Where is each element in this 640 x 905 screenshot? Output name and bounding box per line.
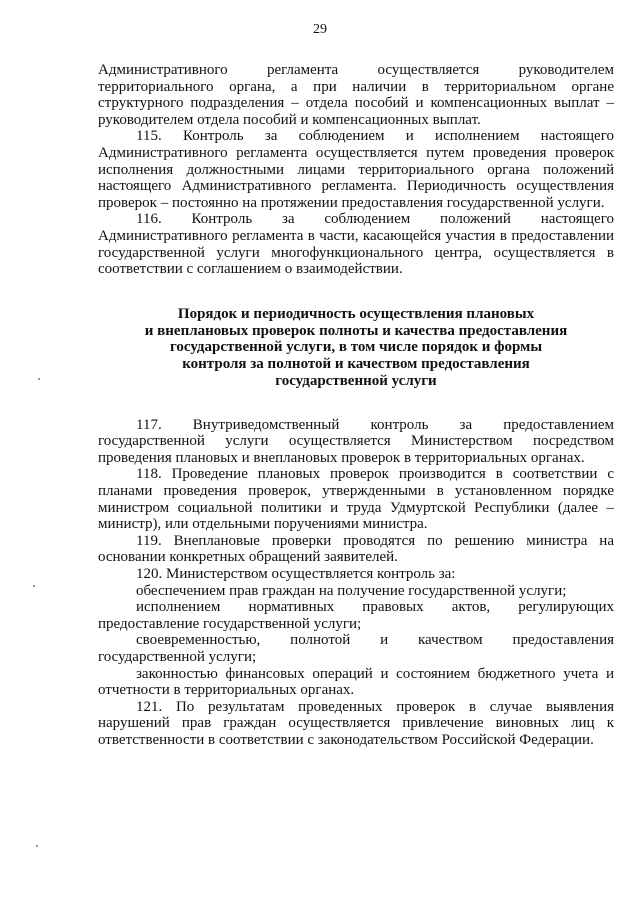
list-item: своевременностью, полнотой и качеством предоставления государственной услуги; — [98, 632, 614, 666]
heading-line: и внеплановых проверок полноты и качества предоставления — [144, 322, 568, 339]
list-item: исполнением нормативных правовых актов, регулирующих предоставление государственной услуги; — [98, 599, 614, 632]
paragraph-118: 118. Проведение плановых проверок производится в соответствии с планами проведения проверок, утвержденными в установленном порядке министром социальной политики и труда Удмуртской Республики (далее – министр), или отдельными поручениями министра. — [98, 466, 614, 533]
heading-line: Порядок и периодичность осуществления плановых — [177, 305, 535, 322]
paragraph-continuation: Административного регламента осуществляется руководителем территориального органа, а при наличии в территориальном органе структурного подразделения – отдела пособий и компенсационных выплат – руководителем отдела пособий и компенсационных выплат. — [98, 62, 614, 128]
heading-line: контроля за полнотой и качеством предоставления — [182, 356, 530, 373]
paragraph-119: 119. Внеплановые проверки проводятся по решению министра на основании конкретных обращений заявителей. — [98, 532, 614, 566]
document-body — [98, 62, 614, 749]
list-item: обеспечением прав граждан на получение государственной услуги; — [136, 582, 567, 599]
heading-line: государственной услуги — [275, 372, 437, 389]
page-number: 29 — [313, 22, 327, 37]
paragraph-117: 117. Внутриведомственный контроль за предоставлением государственной услуги осуществляется Министерством посредством проведения плановых и внеплановых проверок в территориальных органах. — [98, 416, 614, 466]
scan-speck — [38, 378, 40, 380]
section-heading — [98, 306, 614, 390]
scan-speck — [36, 845, 38, 847]
paragraph-115: 115. Контроль за соблюдением и исполнением настоящего Административного регламента осуществляется путем проведения проверок исполнения должностными лицами территориального органа положений настоящего Административного регламента. Периодичность осуществления проверок – постоянно на протяжении предоставления государственной услуги. — [98, 128, 614, 211]
scan-speck — [33, 585, 35, 587]
list-item: законностью финансовых операций и состоянием бюджетного учета и отчетности в территориальных органах. — [98, 665, 614, 699]
paragraph-120: 120. Министерством осуществляется контроль за: — [136, 566, 456, 583]
paragraph-121: 121. По результатам проведенных проверок в случае выявления нарушений прав граждан осуществляется привлечение виновных лиц к ответственности в соответствии с законодательством Российской Федерации. — [98, 698, 614, 748]
heading-line: государственной услуги, в том числе порядок и формы — [169, 339, 543, 356]
paragraph-116: 116. Контроль за соблюдением положений настоящего Административного регламента в части, касающейся участия в предоставлении государственной услуги многофункционального центра, осуществляется в соответствии с соглашением о взаимодействии. — [98, 211, 614, 278]
